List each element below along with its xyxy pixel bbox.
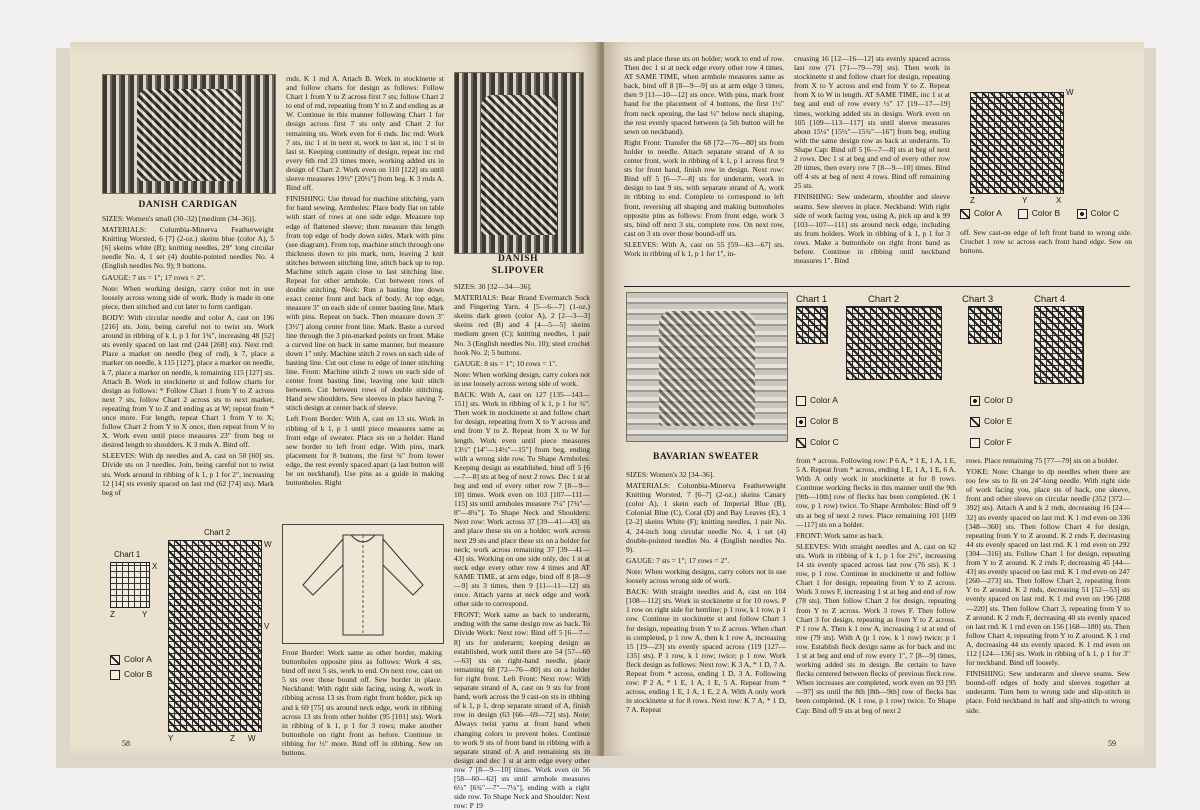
paragraph: FINISHING: Sew underarm, shoulder and sleeve seams. Sew sleeves in place. Neckband: With right side of work facing you, using A, pick up and k 99 [103—107—111] sts around neck edge, including sts from holders. Work in ribbing of k 1, p 1 for 3 rows. Make a buttonhole on right front band as before. Continue in ribbing until neckband measures 1". Bind (794, 192, 950, 266)
cardigan-text-col1 (102, 214, 274, 526)
paragraph: Note: When working design, carry color not in use loosely across wrong side of work. Body is made in one piece, then stitched and cut later to form cardigan. (102, 283, 274, 311)
cardigan-diagram (282, 524, 444, 644)
bavarian-legend-right (970, 390, 1013, 453)
legend-label: Color B (810, 416, 839, 426)
cardigan-legend (110, 654, 152, 680)
paragraph: from * across. Following row: P 6 A, * 1 E, 1 A, 1 E, 5 A. Repeat from * across, ending 1 E, 1 A, 1 E, 6 A. With A only work in stockinette st for 8 rows. Continue working flecks in this manner until the 9th [9th—10th] row of flecks has been completed. (K 1 row, p 1 row) twice. To Shape Armholes: Bind off 9 sts at beg of next 2 rows. Place remaining 101 [109—117] sts on a holder. (796, 456, 956, 529)
paragraph: SIZES: Women's 32 [34–36]. (626, 470, 715, 479)
bavarian-chart4 (1034, 306, 1084, 384)
paragraph: Right Front: Transfer the 68 [72—76—80] sts from holder to needle. Attach separate strand of A to center front, work in ribbing of k 1, p 1 across first 9 sts for front band, finish row in design. Next row: Bind off 5 [6—7—8] sts for underarm, work in design to last 9 sts, with separate strand of A, work in ribbing to end. Complete to correspond to left front, reversing all shaping and making buttonholes opposite pins as follows: From front edge, work 3 sts, bind off next 3 sts, complete row. On next row, cast on 3 sts over those bound-off sts. (624, 137, 784, 238)
paragraph: YOKE: Note: Change to dp needles when there are too few sts to fit on 24"-long needle. With right side of work facing you, place sts of back, one sleeve, front and other sleeve on circular needle (352 [372—392] sts). Attach A and k 2 rnds, decreasing 16 [24—32] sts evenly spaced on last rnd. K 1 rnd even on 336 [348—360] sts. Then follow Chart 4 for design, repeating from Y to Z around. K 2 rnds F, decreasing 44 sts evenly spaced on last rnd. K 1 rnd even on 292 [304—316] sts. Follow Chart 1 for design, repeating from Y to Z around. K 2 rnds F, decreasing 45 [44—43] sts evenly spaced on last rnd. K 1 rnd even on 247 [260—273] sts. Then follow Chart 2, repeating from Y to Z around. K 2 rnds, decreasing 51 [52—53] sts evenly spaced on last rnd. K 1 rnd even on 196 [208—220] sts. Then follow Chart 3, repeating from Y to Z around. K 2 rnds F, decreasing 40 sts evenly spaced on last rnd. K 1 rnd even on 156 [168—180] sts. Then follow Chart 4, repeating from Y to Z around. K 1 rnd A, decreasing 44 sts evenly spaced. K 1 rnd even on 112 [124—136] sts. Work in ribbing of k 1, p 1 for 3" for neckband. Bind off loosely. (966, 467, 1130, 668)
paragraph: rnds. K 1 rnd A. Attach B. Work in stockinette st and follow charts for design as follows: Follow Chart 1 from Y to Z across first 7 sts; follow Chart 2 to end of rnd, repeating from Y to Z and ending as at W. Continue in this manner following Chart 1 for design across first 7 sts only and Chart 2 for remaining sts. Work even for 6 rnds. Inc rnd: Work 7 sts, inc 1 st in next st, work to last st, inc 1 st in last st. Keeping continuity of design, repeat inc rnd every 6th rnd 23 times more, working added sts in design of Chart 2. Work even on 110 [122] sts until sleeve measures 19½" [20½"] from beg. K 3 rnds A. Bind off. (286, 74, 444, 193)
slipover-title-line1: DANISH (498, 254, 538, 264)
legend-label: Color A (974, 208, 1002, 218)
legend-label: Color C (1090, 208, 1120, 218)
chart2-label: Chart 2 (204, 528, 231, 537)
cardigan-photo (102, 74, 276, 194)
slipover-legend (960, 208, 1140, 219)
left-page (70, 42, 600, 810)
legend-label: Color E (984, 416, 1013, 426)
bavarian-chart3 (968, 306, 1002, 344)
paragraph: FINISHING: Use thread for machine stitching, yarn for hand sewing. Armholes: Place body flat on table with start of rows at one side edge. Measure top edge of flattened sleeve; then measure this length from top edge of body down sides. Mark with pins (see diagram). From top, machine stitch through one thickness down to pin mark, turn, leaving 2 knit stitches between stitching line, stitch back up to top. Machine stitch again close to last stitching line. Repeat for other armhole. Cut between rows of double stitching. Neck: Run a basting line down exact center front and back of body. At top edge, measure 3" on each side of center basting line. Mark with pins. Repeat on back. Then measure down 3" [3½"] along center front line. Mark. Baste a curved line through the 3 pin-marked points on front. Make a curved line on back in same manner, but measure down 1" only. Machine stitch 2 rows on each side of basting line. Cut out close to edge of inner stitching line. Front: Machine stitch 2 rows on each side of center front basting line, leaving one knit stitch between. Cut between rows of double stitching. Hand sew shoulders. Sew sleeves in place having 7-stitch design at center back of sleeve. (286, 194, 444, 413)
chart-letter: Z (110, 610, 115, 619)
bavarian-text-col1 (626, 470, 786, 740)
paragraph: BACK: With straight needles and A, cast on 104 [108—112] sts. Work in stockinette st for 10 rows. P 1 row on right side for hemline; p 1 row, k 1 row, p 1 row. Continue in stockinette st and follow Chart 1 for design, repeating from Y to Z across. When chart is completed, p 1 row A, then k 1 row A, increasing 15 [19—23] sts evenly spaced across (119 [127—135] sts). P 1 row, k 1 row; twice; p 1 row. Work fleck design as follows: Next row: K 3 A, * 1 D, 7 A. Repeat from * across, ending 1 D, 3 A. Following row: P 2 A, * 1 E, 1 A, 1 E, 5 A. Repeat from * across, ending 1 E, 1 A, 1 E, 2 A. With A only work in stockinette st for 8 rows. Next row: K 7 A, * 1 D, 7 A. Repeat (626, 587, 786, 715)
chart-letter: Y (168, 734, 174, 743)
chart-letter: X (1056, 196, 1062, 205)
paragraph: off. Sew cast-on edge of left front band to wrong side. Crochet 1 row sc across each front band edge. Sew on buttons. (960, 228, 1132, 256)
paragraph: Note: When working design, carry colors not in use loosely across wrong side of work. (454, 369, 590, 388)
paragraph: SLEEVES: With dp needles and A, cast on 50 [60] sts. Divide sts on 3 needles. Join, being careful not to twist sts. Work around in ribbing of k 1, p 1 for 2", increasing 12 [14] sts evenly spaced on last rnd (62 [74] sts). Mark beg of (102, 451, 274, 497)
cardigan-text-col3 (282, 648, 442, 758)
slipover-chart (970, 92, 1064, 194)
chart-letter: X (152, 562, 158, 571)
right-page (604, 42, 1144, 756)
paragraph: creasing 16 [12—16—12] sts evenly spaced across last row (71 [71—79—79] sts). Then work in stockinette st and follow chart for design, repeating from X to Y across and end from Y to Z. Repeat from X to W in length. AT SAME TIME, inc 1 st at beg and end of row every ½" 17 [19—17—19] times, working added sts in design. Work even on 105 [109—113—117] sts until sleeve measures about 15¼" [15½"—15¾"—16"] from beg, ending with the same design row as back at underarm. To Shape Cap: Bind off 5 [6—7—8] sts at beg of next 2 rows. Dec 1 st at beg and end of every other row 20 times, then every row 7 [8—9—10] times. Bind off 4 sts at beg of next 4 rows. Bind off remaining 25 sts. (794, 54, 950, 191)
chart-letter: W (248, 734, 256, 743)
bavarian-photo (626, 292, 788, 442)
paragraph: sts and place these sts on holder; work to end of row. Then dec 1 st at neck edge every other row 4 times. AT SAME TIME, when armhole measures same as back, bind off 8 [8—9—9] sts at arm edge 3 times, then 9 [11—10—12] sts once. With pins, mark front band for the placement of 4 buttons, the first 1½" from neck opening, the last ½" below neck shaping, the rest evenly spaced between (a 5th button will be sewn on neckband). (624, 54, 784, 136)
chart-label: Chart 2 (868, 294, 900, 305)
legend-label: Color A (124, 654, 152, 664)
bavarian-text-col2 (796, 456, 956, 740)
chart-letter: W (264, 540, 272, 549)
paragraph: GAUGE: 8 sts = 1"; 10 rows = 1". (454, 358, 558, 368)
paragraph: rows. Place remaining 75 [77—79] sts on a holder. (966, 456, 1119, 465)
bavarian-title: BAVARIAN SWEATER (653, 452, 759, 462)
paragraph: SIZES: 30 [32—34—36]. (454, 282, 532, 291)
bavarian-chart2 (846, 306, 942, 380)
chart-letter: V (264, 622, 270, 631)
chart-letter: Y (142, 610, 148, 619)
cardigan-chart1 (110, 562, 150, 608)
slipover-text (454, 282, 590, 810)
paragraph: BODY: With circular needle and color A, cast on 196 [216] sts. Join, being careful not to twist sts. Work around in ribbing of k 1, p 1 for 1¾", increasing 48 [52] sts evenly spaced on last rnd (244 [268] sts). Next rnd: Place a marker on needle (beg of rnd), k 7, place a marker on needle, k 115 [127], place a marker on needle, k 7, place a marker on needle, k remaining 115 [127] sts. Attach B. Work in stockinette st and follow charts for design as follows: * Follow Chart 1 from Y to Z across next 7 sts, follow Chart 2 across sts to next marker, repeating from Y to Z and ending as at W; repeat from * once more. For length, repeat Chart 1 from Y to X; follow Chart 2 from Y to X once, then repeat from V to X. Work even until piece measures 23" from beg or desired length to shoulders. K 3 rnds A. Bind off. (102, 312, 274, 450)
chart-label: Chart 1 (796, 294, 828, 305)
paragraph: GAUGE: 7 sts = 1"; 17 rows = 2". (626, 555, 730, 565)
cardigan-chart2 (168, 540, 262, 732)
chart-letter: Z (970, 196, 975, 205)
paragraph: FRONT: Work same as back. (796, 530, 884, 540)
section-divider (624, 286, 1130, 287)
paragraph: SIZES: Women's small (30–32) [medium (34–36)]. (102, 214, 256, 223)
chart-label: Chart 4 (1034, 294, 1066, 305)
paragraph: Note: When working designs, carry colors not in use loosely across wrong side of work. (626, 566, 786, 586)
diagram-sketch (283, 525, 443, 643)
paragraph: MATERIALS: Columbia-Minerva Featherweight Knitting Worsted, 6 [7] (2-oz.) skeins blue (color A), 5 [6] skeins white (B); knitting needles, 29" long circular needle No. 4, 1 set (4) double-pointed needles No. 4 (English needles No. 9); 9 buttons. (102, 225, 274, 271)
paragraph: GAUGE: 7 sts = 1"; 17 rows = 2". (102, 272, 206, 282)
paragraph: Front Border: Work same as other border, making buttonholes opposite pins as follows: Work 4 sts, bind off next 5 sts, work to end. On next row, cast on 5 sts over those bound off. Sew border in place. Neckband: With right side facing, using A, work in ribbing across 13 sts from right front holder, pick up and k 69 [75] sts around neck edge, work in ribbing across 13 sts from other holder (95 [101] sts). Work in ribbing of k 1, p 1 for 3 rows; make another buttonhole on right front as before. Continue in ribbing for ½" more. Bind off in ribbing. Sew on buttons. (282, 648, 442, 758)
legend-label: Color D (984, 395, 1013, 405)
chart-letter: Z (230, 734, 235, 743)
chart-label: Chart 3 (962, 294, 994, 305)
paragraph: MATERIALS: Columbia-Minerva Featherweight Knitting Worsted, 7 [6–7] (2-oz.) skeins Canary (color A), 1 skein each of Imperial Blue (B), Colonial Blue (C), Coral (D) and Bay Leaves (E), 1 [2–2] skeins White (F); knitting needles, 1 pair No. 4, 24-inch long circular needle No. 4, 1 set (4) double-pointed needles No. 4 (English needles No. 9). (626, 481, 786, 554)
chart-letter: W (1066, 88, 1074, 97)
slipover-cont-col3 (960, 228, 1132, 278)
legend-label: Color F (984, 437, 1012, 447)
bavarian-legend-left (796, 390, 839, 453)
legend-label: Color B (124, 668, 153, 679)
paragraph: SLEEVES: With A, cast on 55 [59—63—67] sts. Work in ribbing of k 1, p 1 for 1", in- (624, 239, 784, 258)
cardigan-text-col2 (286, 74, 444, 526)
chart1-label: Chart 1 (114, 550, 141, 559)
slipover-cont-col1 (624, 54, 784, 284)
slipover-cont-col2 (794, 54, 950, 284)
legend-label: Color B (1031, 208, 1061, 218)
paragraph: FRONT: Work same as back to underarm, ending with the same design row as back. To Divide Work: Next row: Bind off 5 [6—7—8] sts for underarm; keeping design as established, work until there are 54 [57—60—63] sts on right-hand needle, place remaining 68 [72—76—80] sts on a holder for right front. Left Front: Next row: With separate strand of A, cast on 9 sts for front band, work across the 9 cast-on sts in ribbing of k 1, p 1, drop separate strand of A, finish row in design (63 [66—69—72] sts). Note: Always twist yarns at front band when changing colors to prevent holes. Continue to work 9 sts of front band in ribbing with a separate strand of A and remaining sts in design and dec 1 st at arm edge every other row 7 [8—9—10] times. Work even on 56 [58—60—62] sts until armhole measures 6½" [6¾"—7"—7¼"], ending with a right side row. To Shape Neck and Shoulder: Next row: P 19 (454, 610, 590, 810)
legend-label: Color C (810, 437, 839, 447)
cardigan-title: DANISH CARDIGAN (138, 200, 238, 210)
chart-letter: Y (1022, 196, 1028, 205)
page-number: 59 (1108, 739, 1116, 748)
paragraph: MATERIALS: Bear Brand Evermatch Sock and Fingering Yarn, 4 [5—6—7] (1-oz.) skeins dark green (color A), 2 [2—3—3] skeins red (B) and 4 [4—5—5] skeins medium green (C); knitting needles, 1 pair No. 3 (English needles No. 10); steel crochet hook No. 2; 5 buttons. (454, 293, 590, 357)
paragraph: FINISHING: Sew underarm and sleeve seams. Sew bound-off edges of body and sleeves together at underarm. Turn hem to wrong side and slip-stitch in place. Fold neckband in half and slip-stitch to wrong side. (966, 669, 1130, 715)
paragraph: SLEEVES: With straight needles and A, cast on 62 sts. Work in ribbing of k 1, p 1 for 2½", increasing 14 sts evenly spaced across last row (76 sts). K 1 row, p 1 row. Continue in stockinette st and follow Chart 1 for design, repeating from Y to Z across. Work 3 rows F, increasing 1 st at beg and end of row (78 sts). Then follow Chart 2 for design, repeating from Y to Z across. Work 3 rows F. Then follow Chart 3 for design, repeating as from Y to Z across. P 1 row A. Then k 1 row A, increasing 1 st at end of row (79 sts). With A (p 1 row, k 1 row) twice; p 1 row. Establish fleck design same as for back and inc 1 st at beg and end of row every 1", 7 [8—9] times, working added sts in design. Be certain to have flecks centered between flecks of previous fleck row. When increases are completed, work even on 93 [95—97] sts until the 8th [8th—9th] row of flecks has been completed. (K 1 row, p 1 row) twice. To Shape Cap: Bind off 9 sts at beg of next 2 (796, 541, 956, 715)
bavarian-text-col3 (966, 456, 1130, 740)
bavarian-chart1 (796, 306, 828, 344)
page-number: 58 (122, 739, 130, 748)
paragraph: Left Front Border: With A, cast on 13 sts. Work in ribbing of k 1, p 1 until piece measures same as front edge of sweater. Place sts on a holder. Hand sew border to left front edge. With pins, mark placement for 8 buttons, the first ¾" from lower edge, the rest evenly spaced apart (a last button will be on neckband). Use pins as a guide in making buttonholes. Right (286, 414, 444, 488)
slipover-photo (454, 72, 584, 254)
open-magazine (70, 42, 1144, 810)
legend-label: Color A (810, 395, 838, 405)
slipover-title-line2: SLIPOVER (491, 266, 545, 276)
paragraph: BACK: With A, cast on 127 [135—143—151] sts. Work in ribbing of k 1, p 1 for ¾". Then work in stockinette st and follow chart for design, repeating from X to Y across and end from Y to Z. Repeat from X to W for length. Work even until piece measures 13½" [14"—14½"—15"] from beg, ending with a wrong side row. To Shape Armholes: Keeping design as established, bind off 5 [6—7—8] sts at beg of next 2 rows. Dec 1 st at beg and end of every other row 7 [8—9—10] times. Work even on 103 [107—111—115] sts until armholes measure 7¼" [7¾"—8"—8¼"]. To Shape Neck and Shoulders: Next row: Work across 37 [39—41—43] sts and place these sts on a holder; work across next 29 sts and place these sts on a holder for neck; work across remaining 37 [39—41—43] sts. Working on one side only, dec 1 st at neck edge every other row 4 times and AT SAME TIME, at arm edge, bind off 8 [8—9—9] sts 3 times, then 9 [11—11—12] sts once. Attach yarns at neck edge and work other side to correspond. (454, 390, 590, 609)
